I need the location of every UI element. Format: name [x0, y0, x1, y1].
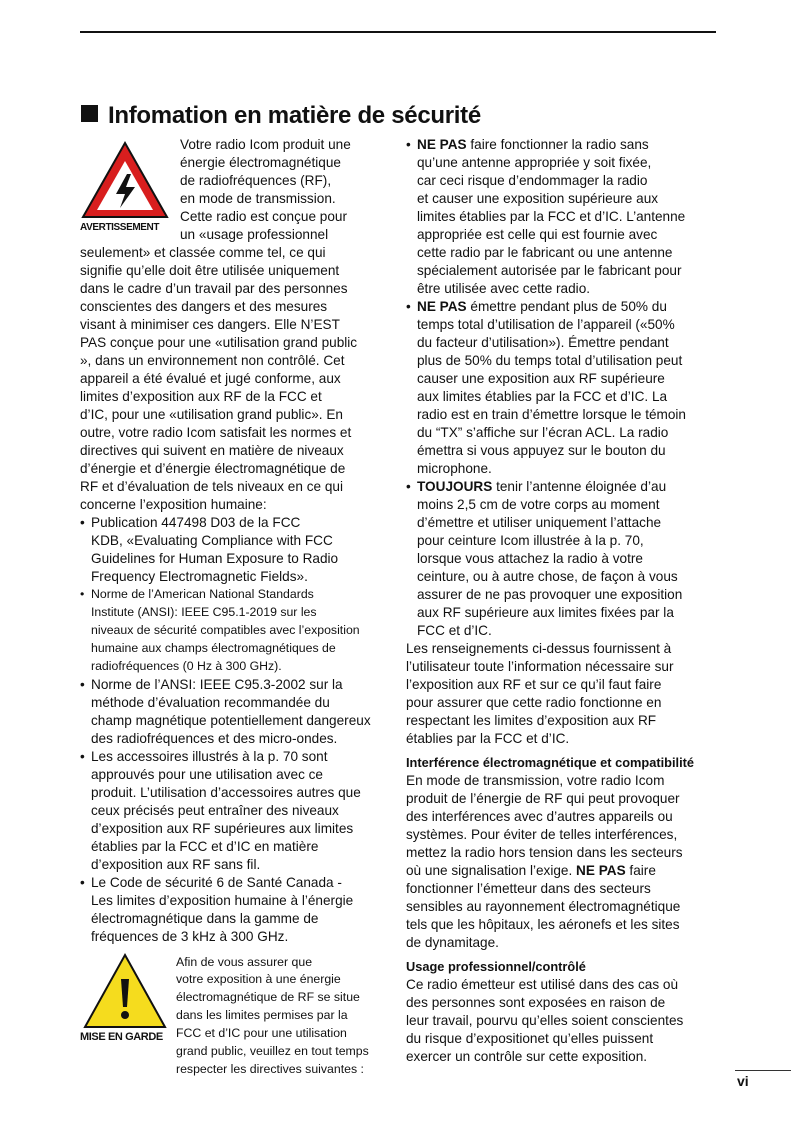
list-item: [406, 478, 694, 640]
text-line: systèmes. Pour éviter de telles interférences,: [406, 827, 678, 842]
text-line: lorsque vous attachez la radio à votre: [417, 551, 643, 566]
emphasis: NE PAS: [576, 863, 626, 878]
text-fragment: tenir l’antenne éloignée d’au: [492, 479, 667, 494]
text-line: radio est en train d’émettre lorsque le témoin: [417, 407, 686, 422]
text-line: votre exposition à une énergie: [176, 972, 341, 987]
text-line: produit. L’utilisation d’accessoires autres que: [91, 784, 361, 800]
text-line: dans les limites permises par la: [176, 1008, 348, 1023]
text-line: des personnes sont exposées en raison de: [406, 995, 666, 1010]
text-line: spécialement autorisée par le fabricant pour: [417, 263, 682, 278]
text-line: grand public, veuillez en tout temps: [176, 1044, 369, 1059]
text-line: ceux précisés peut entraîner des niveaux: [91, 802, 339, 818]
text-line: limites établies par la FCC et d’IC. L’antenne: [417, 209, 686, 224]
text-line: énergie électromagnétique: [180, 155, 341, 170]
text-line: • Norme de l’ANSI: IEEE C95.3-2002 sur la: [91, 676, 343, 692]
text-line: ceinture, ou à autre chose, de façon à vous: [417, 569, 678, 584]
page-number-rule: [735, 1070, 791, 1071]
text-line: RF et d’évaluation de tels niveaux en ce qui: [80, 479, 343, 494]
text-line: • Norme de l’American National Standards: [91, 587, 314, 601]
text-fragment: où une signalisation l’exige.: [406, 863, 577, 878]
text-line: Les renseignements ci-dessus fournissent à: [406, 641, 672, 656]
top-rule: [80, 31, 716, 33]
text-line: causer une exposition aux RF supérieure: [417, 371, 665, 386]
text-line: Cette radio est conçue pour: [180, 209, 348, 224]
emphasis: TOUJOURS: [417, 479, 493, 494]
warning-body: [80, 244, 371, 514]
list-item: [80, 586, 371, 676]
emphasis: NE PAS: [417, 299, 467, 314]
text-line: d’IC, pour une «utilisation grand public». En: [80, 407, 343, 422]
text-line: en mode de transmission.: [180, 191, 336, 206]
text-line: exercer un contrôle sur cette exposition.: [406, 1049, 648, 1064]
list-item: [406, 298, 694, 478]
text-line: approuvés pour une utilisation avec ce: [91, 766, 323, 782]
text-line: pour ceinture Icom illustrée à la p. 70,: [417, 533, 644, 548]
text-line: [417, 298, 694, 316]
text-line: électromagnétique de RF se situe: [176, 990, 360, 1005]
list-item: [80, 676, 371, 748]
text-line: En mode de transmission, votre radio Icom: [406, 773, 665, 788]
warning-intro: [80, 136, 371, 244]
summary-paragraph: [406, 640, 694, 748]
text-line: établies par la FCC et d’IC.: [406, 731, 570, 746]
text-line: signifie qu’elle doit être utilisée uniquement: [80, 263, 340, 278]
text-line: FCC et d’IC pour une utilisation: [176, 1026, 347, 1041]
text-line: sensibles au rayonnement électromagnétique: [406, 899, 681, 914]
text-line: champ magnétique potentiellement dangereux: [91, 712, 371, 728]
text-line: conscientes des dangers et des mesures: [80, 299, 328, 314]
text-line: Afin de vous assurer que: [176, 954, 313, 969]
list-item: [406, 136, 694, 298]
text-line: niveaux de sécurité compatibles avec l’exposition: [91, 622, 360, 637]
square-bullet-icon: [81, 105, 98, 122]
text-line: émettra si vous appuyez sur le bouton du: [417, 443, 666, 458]
text-line: Frequency Electromagnetic Fields».: [91, 569, 308, 584]
usage-heading: Usage professionnel/contrôlé: [406, 959, 586, 974]
text-line: [417, 136, 694, 154]
text-line: tels que les hôpitaux, les aéronefs et les sites: [406, 917, 680, 932]
text-line: d’exposition aux RF supérieures aux limites: [91, 820, 354, 836]
text-line: seulement» et classée comme tel, ce qui: [80, 245, 326, 260]
text-line: FCC et d’IC.: [417, 623, 492, 638]
text-line: respecter les directives suivantes :: [176, 1061, 364, 1076]
text-line: • Les accessoires illustrés à la p. 70 sont: [91, 748, 328, 764]
text-line: microphone.: [417, 461, 492, 476]
text-line: plus de 50% du temps total d’utilisation peut: [417, 353, 683, 368]
caution-text: [80, 954, 371, 1079]
text-fragment: faire fonctionner la radio sans: [466, 137, 649, 152]
page-number: vi: [737, 1073, 749, 1089]
interference-paragraph: [406, 772, 694, 952]
text-line: Votre radio Icom produit une: [180, 137, 351, 152]
text-line: PAS conçue pour une «utilisation grand public: [80, 335, 358, 350]
text-line: Guidelines for Human Exposure to Radio: [91, 551, 339, 566]
warning-label: AVERTISSEMENT: [80, 222, 160, 233]
text-line: Institute (ANSI): IEEE C95.1-2019 sur les: [91, 604, 317, 619]
emphasis: NE PAS: [417, 137, 467, 152]
text-line: [417, 478, 694, 496]
text-line: d’émettre et utiliser uniquement l’attache: [417, 515, 662, 530]
list-item: [80, 748, 371, 874]
text-line: temps total d’utilisation de l’appareil («50%: [417, 317, 675, 332]
text-line: outre, votre radio Icom satisfait les normes et: [80, 425, 352, 440]
text-fragment: faire: [625, 863, 656, 878]
text-line: • Publication 447498 D03 de la FCC: [91, 515, 301, 530]
page-title: [81, 101, 481, 131]
left-column: [80, 136, 371, 1079]
right-column: [406, 136, 694, 1066]
text-line: des radiofréquences et des micro-ondes.: [91, 730, 338, 746]
text-line: d’exposition aux RF sans fil.: [91, 856, 261, 872]
text-line: fonctionner l’émetteur dans des secteurs: [406, 881, 651, 896]
text-line: établies par la FCC et d’IC en matière: [91, 838, 319, 854]
text-line: appareil a été évalué et jugé conforme, aux: [80, 371, 341, 386]
text-line: Ce radio émetteur est utilisé dans des cas où: [406, 977, 679, 992]
text-line: mettez la radio hors tension dans les secteurs: [406, 845, 683, 860]
text-line: concerne l’exposition humaine:: [80, 497, 267, 512]
text-line: et causer une exposition supérieure aux: [417, 191, 659, 206]
text-line: radiofréquences (0 Hz à 300 GHz).: [91, 658, 282, 673]
caution-label: MISE EN GARDE: [80, 1031, 163, 1043]
list-item: [80, 874, 371, 946]
text-line: directives qui suivent en matière de niveaux: [80, 443, 344, 458]
text-line: produit de l’énergie de RF qui peut provoquer: [406, 791, 680, 806]
text-line: fréquences de 3 kHz à 300 GHz.: [91, 928, 289, 944]
text-line: d’énergie et d’énergie électromagnétique de: [80, 461, 346, 476]
text-line: aux RF supérieure aux limites fixées par la: [417, 605, 674, 620]
text-line: leur travail, pourvu qu’elles soient conscientes: [406, 1013, 684, 1028]
text-line: qu’une antenne appropriée y soit fixée,: [417, 155, 652, 170]
text-line: du “TX” s’affiche sur l’écran ACL. La radio: [417, 425, 669, 440]
text-line: Les limites d’exposition humaine à l’énergie: [91, 892, 354, 908]
text-line: électromagnétique dans la gamme de: [91, 910, 319, 926]
text-line: • Le Code de sécurité 6 de Santé Canada -: [91, 874, 342, 890]
text-line: méthode d’évaluation recommandée du: [91, 694, 330, 710]
text-line: assurer de ne pas provoquer une exposition: [417, 587, 683, 602]
text-line: de radiofréquences (RF),: [180, 173, 332, 188]
text-line: limites d’exposition aux RF de la FCC et: [80, 389, 322, 404]
text-line: », dans un environnement non contrôlé. Cet: [80, 353, 345, 368]
text-line: pour assurer que cette radio fonctionne en: [406, 695, 662, 710]
text-line: appropriée est celle qui est fournie avec: [417, 227, 658, 242]
usage-paragraph: [406, 976, 694, 1066]
text-line: cette radio par le fabricant ou une antenne: [417, 245, 673, 260]
text-line: visant à minimiser ces dangers. Elle N’EST: [80, 317, 340, 332]
text-line: du facteur d’utilisation»). Émettre pendant: [417, 335, 669, 350]
text-line: être utilisée avec cette radio.: [417, 281, 591, 296]
text-line: des interférences avec d’autres appareils ou: [406, 809, 673, 824]
text-line: aux limites établies par la FCC et d’IC. La: [417, 389, 668, 404]
interference-heading: Interférence électromagnétique et compatibilité: [406, 755, 695, 770]
text-line: moins 2,5 cm de votre corps au moment: [417, 497, 660, 512]
text-line: l’utilisateur toute l’information nécessaire sur: [406, 659, 674, 674]
text-fragment: émettre pendant plus de 50% du: [466, 299, 667, 314]
page-title-text: Infomation en matière de sécurité: [108, 102, 481, 129]
text-line: KDB, «Evaluating Compliance with FCC: [91, 533, 333, 548]
text-line: humaine aux champs électromagnétiques de: [91, 640, 336, 655]
text-line: l’exposition aux RF et sur ce qu’il faut faire: [406, 677, 662, 692]
list-item: [80, 514, 371, 586]
text-line: du risque d’expositionet qu’elles puissent: [406, 1031, 654, 1046]
text-line: respectant les limites d’exposition aux RF: [406, 713, 657, 728]
text-line: [406, 862, 694, 880]
text-line: car ceci risque d’endommager la radio: [417, 173, 648, 188]
text-line: dans le cadre d’un travail par des personnes: [80, 281, 348, 296]
text-line: de dynamitage.: [406, 935, 499, 950]
text-line: un «usage professionnel: [180, 227, 329, 242]
